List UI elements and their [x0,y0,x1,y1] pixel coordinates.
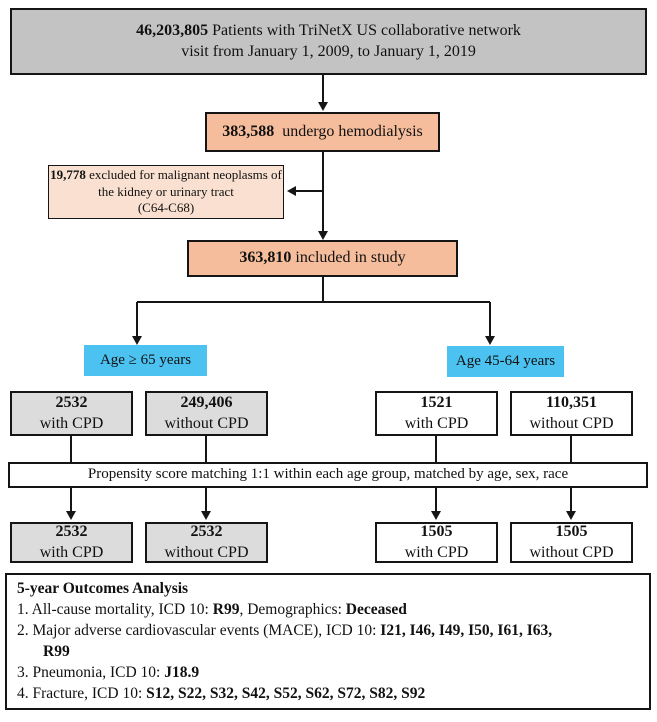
cohort-count: 1505 [420,523,453,541]
cohort-label: without CPD [164,414,249,432]
item-text: All-cause mortality, ICD 10: [31,601,213,618]
outcomes-analysis-box [5,573,651,710]
item-number: 3. [17,664,29,681]
outcome-item-mortality [17,599,639,620]
exclusion-icd-codes: (C64-C68) [137,200,195,216]
total-population-box [10,8,647,75]
prematch-65plus-without-cpd-box [145,391,268,436]
included-count: 363,810 [239,249,292,267]
item-text: Major adverse cardiovascular events (MACE), ICD 10: [32,622,381,639]
included-label: included in study [295,249,406,267]
item-text: , Demographics: [239,601,346,618]
icd-code: J18.9 [164,664,200,681]
cohort-label: without CPD [529,543,614,561]
prematch-65plus-with-cpd-box [10,391,133,436]
age-group-45-64-label [447,346,564,377]
age-65plus-text: Age ≥ 65 years [99,351,192,368]
propensity-matching-band [8,462,648,488]
propensity-matching-text: Propensity score matching 1:1 within each age group, matched by age, sex, race [87,466,569,483]
cohort-label: with CPD [404,414,469,432]
item-text: Fracture, ICD 10: [32,685,147,702]
cohort-label: with CPD [39,414,104,432]
exclusion-text2: the kidney or urinary tract [98,183,234,199]
cohort-count: 1505 [555,523,588,541]
icd-code: R99 [212,601,240,618]
demographics-value: Deceased [345,601,407,618]
cohort-count: 249,406 [180,394,233,412]
prematch-45-64-without-cpd-box [510,391,633,436]
cohort-label: without CPD [164,543,249,561]
total-population-line1 [136,21,521,41]
icd-code-wrap: R99 [43,643,70,660]
postmatch-65plus-without-cpd-box [145,522,268,563]
cohort-count: 2532 [55,394,88,412]
hemodialysis-label: undergo hemodialysis [282,122,423,140]
item-text: Pneumonia, ICD 10: [32,664,165,681]
icd-codes: S12, S22, S32, S42, S52, S62, S72, S82, S92 [146,685,426,702]
cohort-label: with CPD [39,543,104,561]
hemodialysis-count: 383,588 [222,122,275,140]
included-box [187,240,458,277]
postmatch-45-64-without-cpd-box [510,522,633,563]
age-45-64-text: Age 45-64 years [455,352,556,369]
outcome-item-pneumonia [17,662,639,683]
exclusion-box [48,165,284,219]
total-population-text: Patients with TriNetX US collaborative network [212,22,521,40]
prematch-45-64-with-cpd-box [375,391,498,436]
total-population-count: 46,203,805 [136,22,209,40]
postmatch-45-64-with-cpd-box [375,522,498,563]
icd-codes: I21, I46, I49, I50, I61, I63, [380,622,553,639]
item-number: 2. [17,622,29,639]
cohort-count: 110,351 [545,394,598,412]
age-group-65plus-label [84,345,207,376]
cohort-count: 2532 [190,523,223,541]
exclusion-text1: excluded for malignant neoplasms of [89,167,282,183]
included-line [239,248,405,268]
exclusion-count: 19,778 [50,167,86,183]
total-population-line2: visit from January 1, 2009, to January 1, 2019 [181,42,476,60]
cohort-count: 1521 [420,394,453,412]
exclusion-line1 [50,167,282,184]
cohort-label: without CPD [529,414,614,432]
outcome-item-fracture [17,683,639,704]
outcome-item-mace [17,620,639,662]
item-number: 4. [17,685,29,702]
hemodialysis-line [222,122,423,142]
hemodialysis-box [205,112,440,152]
item-number: 1. [17,601,29,618]
postmatch-65plus-with-cpd-box [10,522,133,563]
cohort-label: with CPD [404,543,469,561]
cohort-count: 2532 [55,523,88,541]
outcomes-title: 5-year Outcomes Analysis [17,580,189,597]
